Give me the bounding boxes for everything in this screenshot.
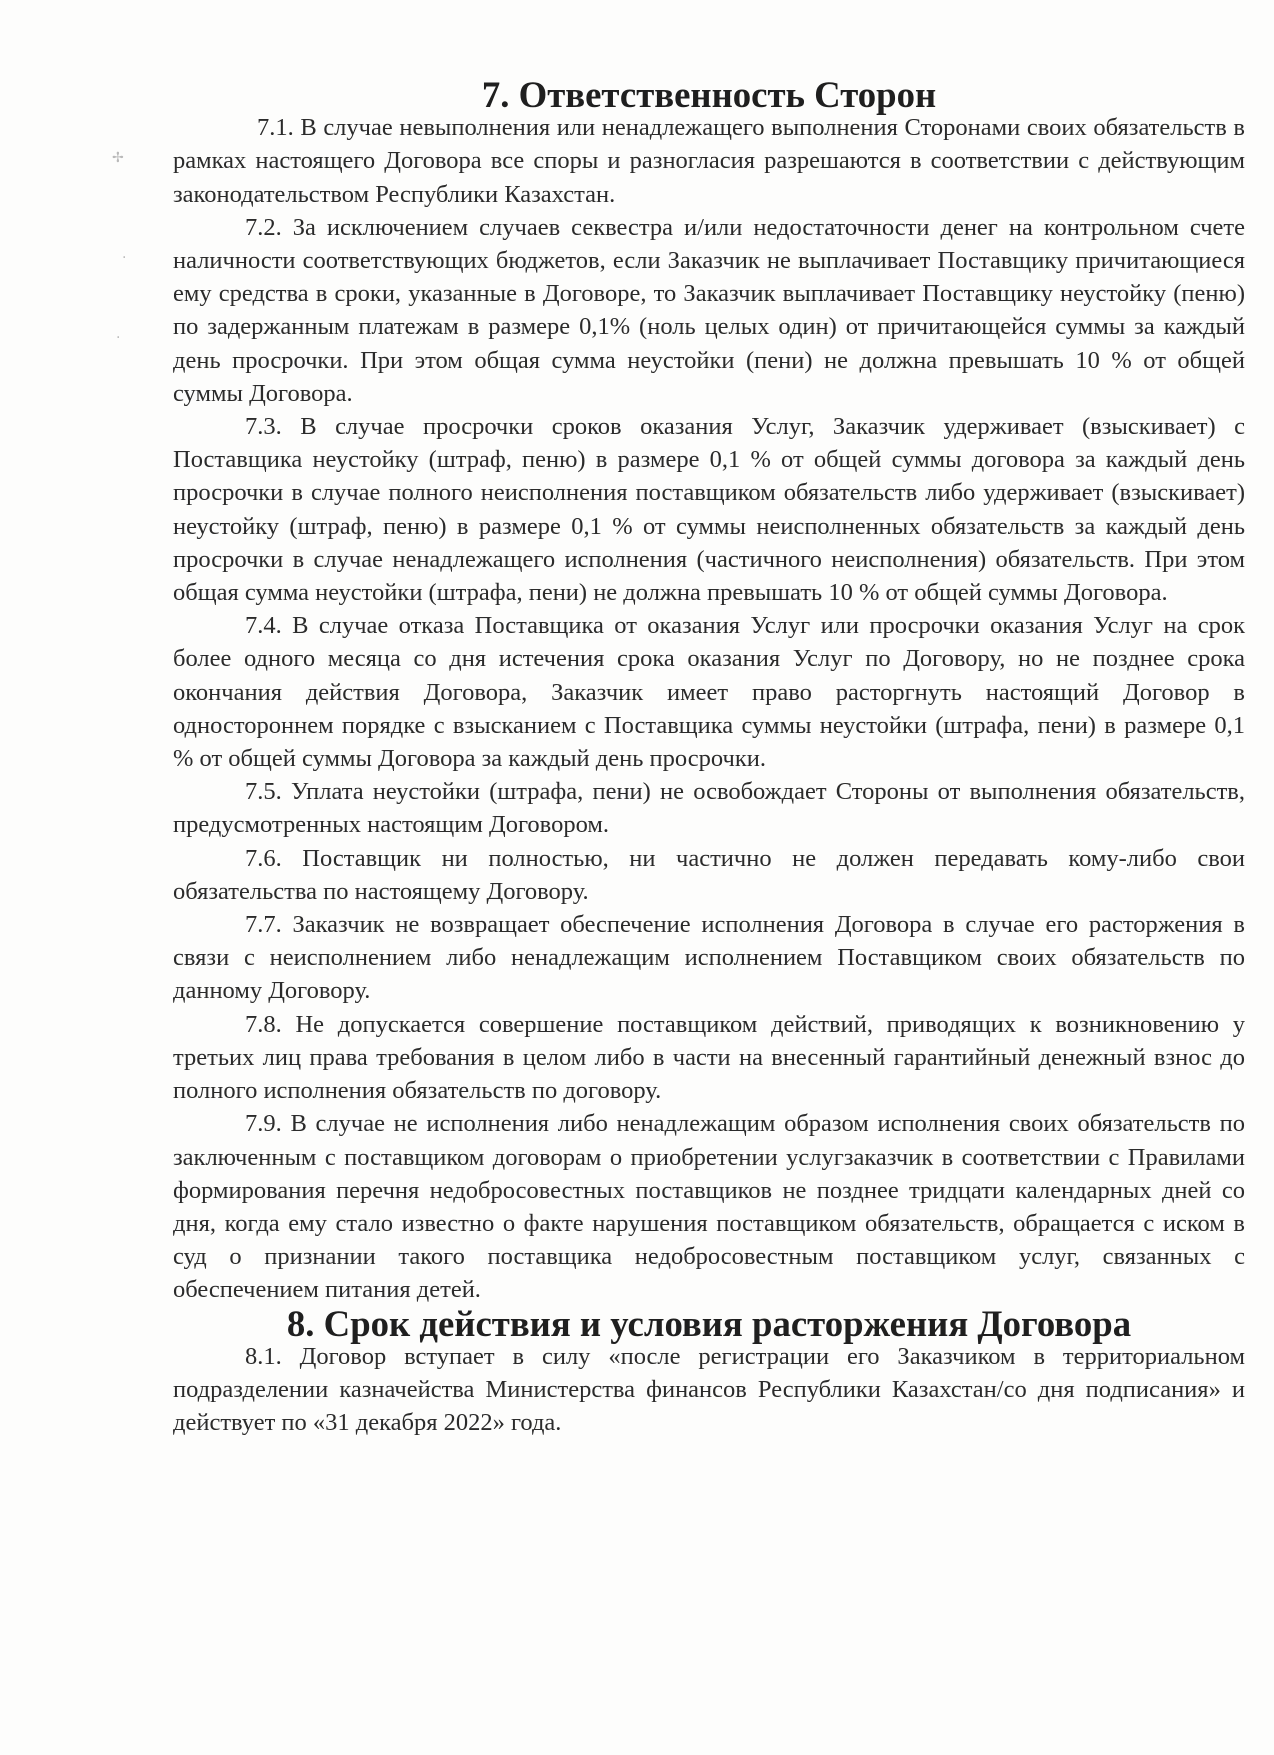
scan-mark: ✢: [112, 150, 124, 166]
clause-7-5: 7.5. Уплата неустойки (штрафа, пени) не освобождает Стороны от выполнения обязательств, предусмотренных настоящим Договором.: [173, 778, 1245, 839]
clause-7-6: 7.6. Поставщик ни полностью, ни частично не должен передавать кому-либо свои обязательства по настоящему Договору.: [173, 844, 1245, 905]
clause-7-1: 7.1. В случае невыполнения или ненадлежащего выполнения Сторонами своих обязательств в рамках настоящего Договора все споры и разногласия разрешаются в соответствии с действующим законодательством Республики Казахстан.: [173, 114, 1245, 208]
scan-mark: ·: [116, 330, 121, 346]
clause-7-3: 7.3. В случае просрочки сроков оказания Услуг, Заказчик удерживает (взыскивает) с Поставщика неустойку (штраф, пеню) в размере 0,1 % от общей суммы договора за каждый день просрочки в случае полного неисполнения поставщиком обязательств либо удерживает (взыскивает) неустойку (штраф, пеню) в размере 0,1 % от суммы неисполненных обязательств за каждый день просрочки в случае ненадлежащего исполнения (частичного неисполнения) обязательств. При этом общая сумма неустойки (штрафа, пени) не должна превышать 10 % от общей суммы Договора.: [173, 413, 1245, 607]
clause-7-9: 7.9. В случае не исполнения либо ненадлежащим образом исполнения своих обязательств по заключенным с поставщиком договорам о приобретении услугзаказчик в соответствии с Правилами формирования перечня недобросовестных поставщиков не позднее тридцати календарных дней со дня, когда ему стало известно о факте нарушения поставщиком обязательств, обращается с иском в суд о признании такого поставщика недобросовестным поставщиком услуг, связанных с обеспечением питания детей.: [173, 1110, 1245, 1304]
document-body: [173, 74, 1245, 1439]
clause-7-8: 7.8. Не допускается совершение поставщиком действий, приводящих к возникновению у третьих лиц права требования в целом либо в части на внесенный гарантийный денежный взнос до полного исполнения обязательств по договору.: [173, 1010, 1245, 1105]
clause-7-4: 7.4. В случае отказа Поставщика от оказания Услуг или просрочки оказания Услуг на срок более одного месяца со дня истечения срока оказания Услуг по Договору, но не позднее срока окончания действия Договора, Заказчик имеет право расторгнуть настоящий Договор в одностороннем порядке с взысканием с Поставщика суммы неустойки (штрафа, пени) в размере 0,1 % от общей суммы Договора за каждый день просрочки.: [173, 612, 1245, 773]
clause-8-1: 8.1. Договор вступает в силу «после регистрации его Заказчиком в территориальном подразделении казначейства Министерства финансов Республики Казахстан/со дня подписания» и действует по «31 декабря 2022» года.: [173, 1342, 1245, 1437]
scan-mark: ·: [122, 250, 127, 266]
clause-7-7: 7.7. Заказчик не возвращает обеспечение исполнения Договора в случае его расторжения в связи с неисполнением либо ненадлежащим исполнением Поставщиком своих обязательств по данному Договору.: [173, 911, 1245, 1005]
section-8-title: 8. Срок действия и условия расторжения Договора: [286, 1302, 1132, 1344]
section-7-title: 7. Ответственность Сторон: [481, 74, 937, 115]
clause-7-2: 7.2. За исключением случаев секвестра и/или недостаточности денег на контрольном счете наличности соответствующих бюджетов, если Заказчик не выплачивает Поставщику причитающиеся ему средства в сроки, указанные в Договоре, то Заказчик выплачивает Поставщику неустойку (пеню) по задержанным платежам в размере 0,1% (ноль целых один) от причитающейся суммы за каждый день просрочки. При этом общая сумма неустойки (пени) не должна превышать 10 % от общей суммы Договора.: [173, 213, 1245, 407]
